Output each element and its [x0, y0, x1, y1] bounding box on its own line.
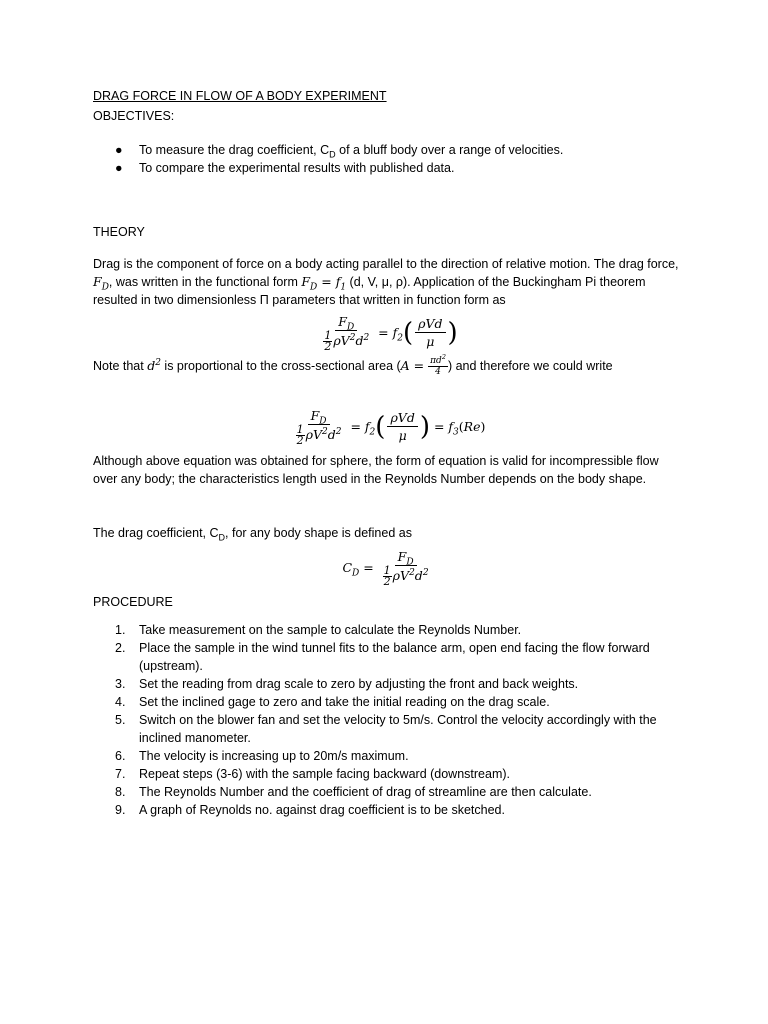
bullet-icon: ● [115, 161, 123, 175]
equation-reynolds: $F_D$ $\frac{1}{2}$ $\rho V^2d^2$ = $f_2$ ( $\frac{\text{ρVd}}{\mu}$ ) = $f_3$ ( Re ) [296, 408, 486, 447]
equation-drag-coefficient: $C_D$ = $F_D$ $\frac{1}{2}$ $\rho V^2d^2$ [342, 549, 429, 588]
symbol-fd: $F_D$ [93, 274, 109, 293]
procedure-heading: PROCEDURE [93, 595, 173, 609]
list-item: 8. The Reynolds Number and the coefficient of drag of streamline are then calculate. [115, 785, 592, 799]
procedure-list [93, 621, 683, 819]
equation-area: A = $\frac{\pi d^2}{4}$ [400, 353, 446, 377]
equation-dimensionless: $F_D$ $\frac{1}{2}$ $\rho V^2d^2$ = $f_2$ ( $\frac{\text{ρVd}}{\mu}$ ) [324, 314, 458, 353]
objectives-heading: OBJECTIVES: [93, 109, 175, 123]
list-item: ● To measure the drag coefficient, $C_D$ of a bluff body over a range of velocities. [115, 143, 564, 160]
theory-paragraph-2: Although above equation was obtained for sphere, the form of equation is valid for incompressible flow over any body; the characteristics length used in the Reynolds Number depends on the body shape. [93, 454, 659, 486]
list-item: 7. Repeat steps (3-6) with the sample facing backward (downstream). [115, 767, 510, 781]
list-item: 4. Set the inclined gage to zero and take the initial reading on the drag scale. [115, 695, 550, 709]
bullet-icon: ● [115, 143, 123, 157]
document-page [93, 87, 683, 819]
list-item: 5. Switch on the blower fan and set the velocity to 5m/s. Control the velocity accordingly with the inclined manometer. [115, 713, 657, 745]
list-item: ● To compare the experimental results with published data. [115, 161, 455, 175]
list-item: 2. Place the sample in the wind tunnel fits to the balance arm, open end facing the flow forward (upstream). [115, 641, 650, 673]
objectives-list [93, 141, 683, 177]
equation-fd-f1: $F_D = f_1$ [301, 274, 347, 293]
list-item: 1. Take measurement on the sample to calculate the Reynolds Number. [115, 623, 522, 637]
theory-paragraph-3: The drag coefficient, $C_D$, for any body shape is defined as [93, 526, 412, 543]
list-item: 3. Set the reading from drag scale to zero by adjusting the front and back weights. [115, 677, 579, 691]
list-item: 9. A graph of Reynolds no. against drag coefficient is to be sketched. [115, 803, 505, 817]
list-item: 6. The velocity is increasing up to 20m/s maximum. [115, 749, 409, 763]
symbol-d-squared: $d^2$ [147, 357, 161, 373]
theory-note: Note that $d^2$ is proportional to the cross-sectional area (A = $\frac{\pi d^2}{4}$ ) and therefore we could write [93, 353, 613, 377]
document-title: DRAG FORCE IN FLOW OF A BODY EXPERIMENT [93, 89, 387, 103]
theory-heading: THEORY [93, 225, 145, 239]
theory-paragraph-1: Drag is the component of force on a body acting parallel to the direction of relative motion. The drag force, $F_D$, was written in the functional form $F_D = f_1$ (d, V, μ, ρ). Application of the Buckingham Pi theorem resulted in two dimensionless Π parameters that written in function form as [93, 257, 679, 307]
